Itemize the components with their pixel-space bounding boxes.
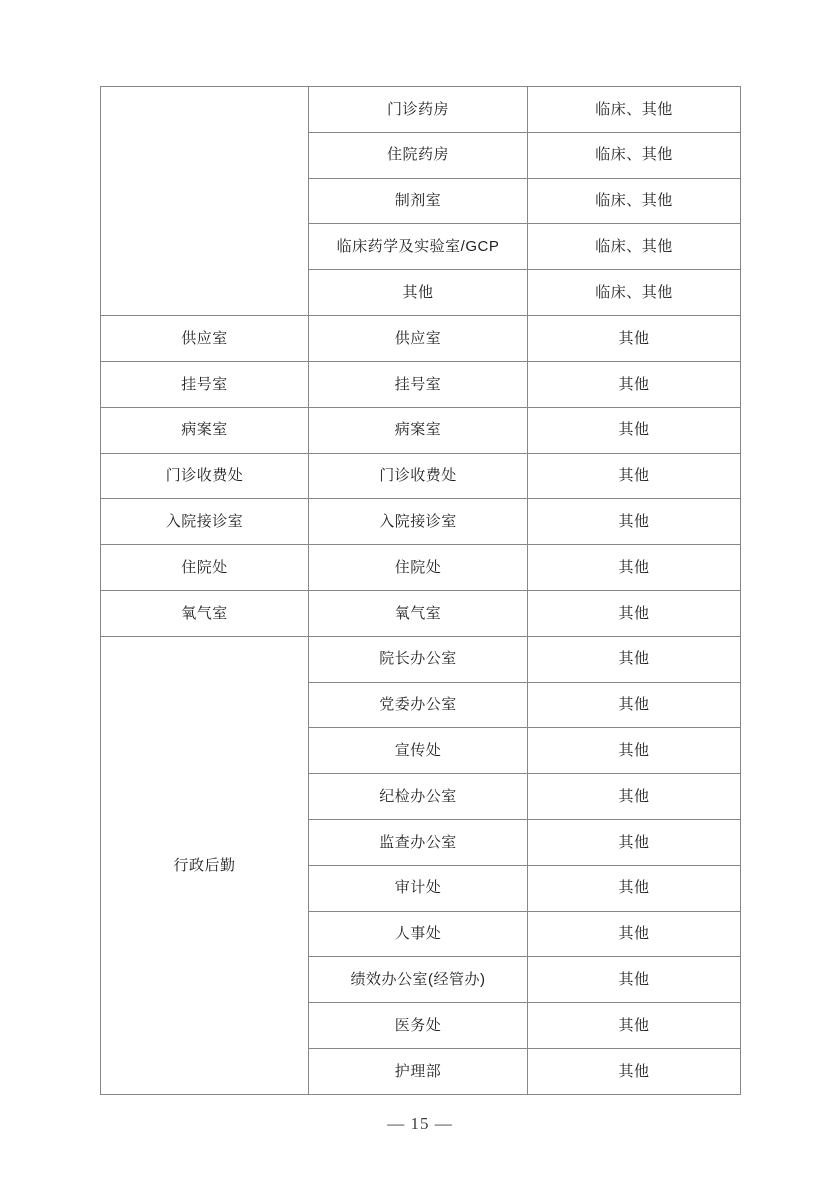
department-cell: 审计处	[309, 865, 528, 911]
department-cell: 供应室	[309, 316, 528, 362]
department-cell: 绩效办公室(经管办)	[309, 957, 528, 1003]
classification-cell: 其他	[528, 636, 741, 682]
page-number: — 15 —	[387, 1114, 453, 1133]
table-row	[101, 499, 741, 545]
classification-cell: 临床、其他	[528, 132, 741, 178]
department-cell: 监查办公室	[309, 820, 528, 866]
classification-cell: 其他	[528, 499, 741, 545]
department-cell: 挂号室	[309, 361, 528, 407]
table-row	[101, 407, 741, 453]
department-cell: 医务处	[309, 1003, 528, 1049]
table-row	[101, 453, 741, 499]
table-row	[101, 545, 741, 591]
table-row	[101, 361, 741, 407]
department-cell: 人事处	[309, 911, 528, 957]
department-table	[100, 86, 741, 1095]
category-cell: 门诊收费处	[101, 453, 309, 499]
classification-cell: 其他	[528, 407, 741, 453]
category-cell: 行政后勤	[101, 636, 309, 1094]
department-cell: 制剂室	[309, 178, 528, 224]
department-cell: 住院处	[309, 545, 528, 591]
department-cell: 门诊药房	[309, 87, 528, 133]
category-cell: 入院接诊室	[101, 499, 309, 545]
department-cell: 护理部	[309, 1049, 528, 1095]
classification-cell: 其他	[528, 957, 741, 1003]
classification-cell: 临床、其他	[528, 87, 741, 133]
classification-cell: 其他	[528, 728, 741, 774]
department-cell: 其他	[309, 270, 528, 316]
category-cell: 挂号室	[101, 361, 309, 407]
department-cell: 住院药房	[309, 132, 528, 178]
classification-cell: 临床、其他	[528, 224, 741, 270]
category-cell: 住院处	[101, 545, 309, 591]
department-table-body	[101, 87, 741, 1095]
classification-cell: 其他	[528, 820, 741, 866]
classification-cell: 其他	[528, 1049, 741, 1095]
classification-cell: 其他	[528, 453, 741, 499]
department-cell: 纪检办公室	[309, 774, 528, 820]
department-cell: 宣传处	[309, 728, 528, 774]
table-row	[101, 590, 741, 636]
classification-cell: 其他	[528, 590, 741, 636]
classification-cell: 其他	[528, 545, 741, 591]
category-cell: 氧气室	[101, 590, 309, 636]
table-row	[101, 87, 741, 133]
classification-cell: 其他	[528, 316, 741, 362]
category-cell: 供应室	[101, 316, 309, 362]
classification-cell: 临床、其他	[528, 178, 741, 224]
classification-cell: 其他	[528, 1003, 741, 1049]
classification-cell: 其他	[528, 682, 741, 728]
department-cell: 临床药学及实验室/GCP	[309, 224, 528, 270]
table-row	[101, 316, 741, 362]
category-cell: 病案室	[101, 407, 309, 453]
classification-cell: 其他	[528, 911, 741, 957]
classification-cell: 其他	[528, 774, 741, 820]
department-cell: 党委办公室	[309, 682, 528, 728]
classification-cell: 临床、其他	[528, 270, 741, 316]
classification-cell: 其他	[528, 865, 741, 911]
category-cell	[101, 87, 309, 316]
department-cell: 院长办公室	[309, 636, 528, 682]
classification-cell: 其他	[528, 361, 741, 407]
department-cell: 病案室	[309, 407, 528, 453]
department-cell: 氧气室	[309, 590, 528, 636]
department-cell: 入院接诊室	[309, 499, 528, 545]
table-row	[101, 636, 741, 682]
department-cell: 门诊收费处	[309, 453, 528, 499]
